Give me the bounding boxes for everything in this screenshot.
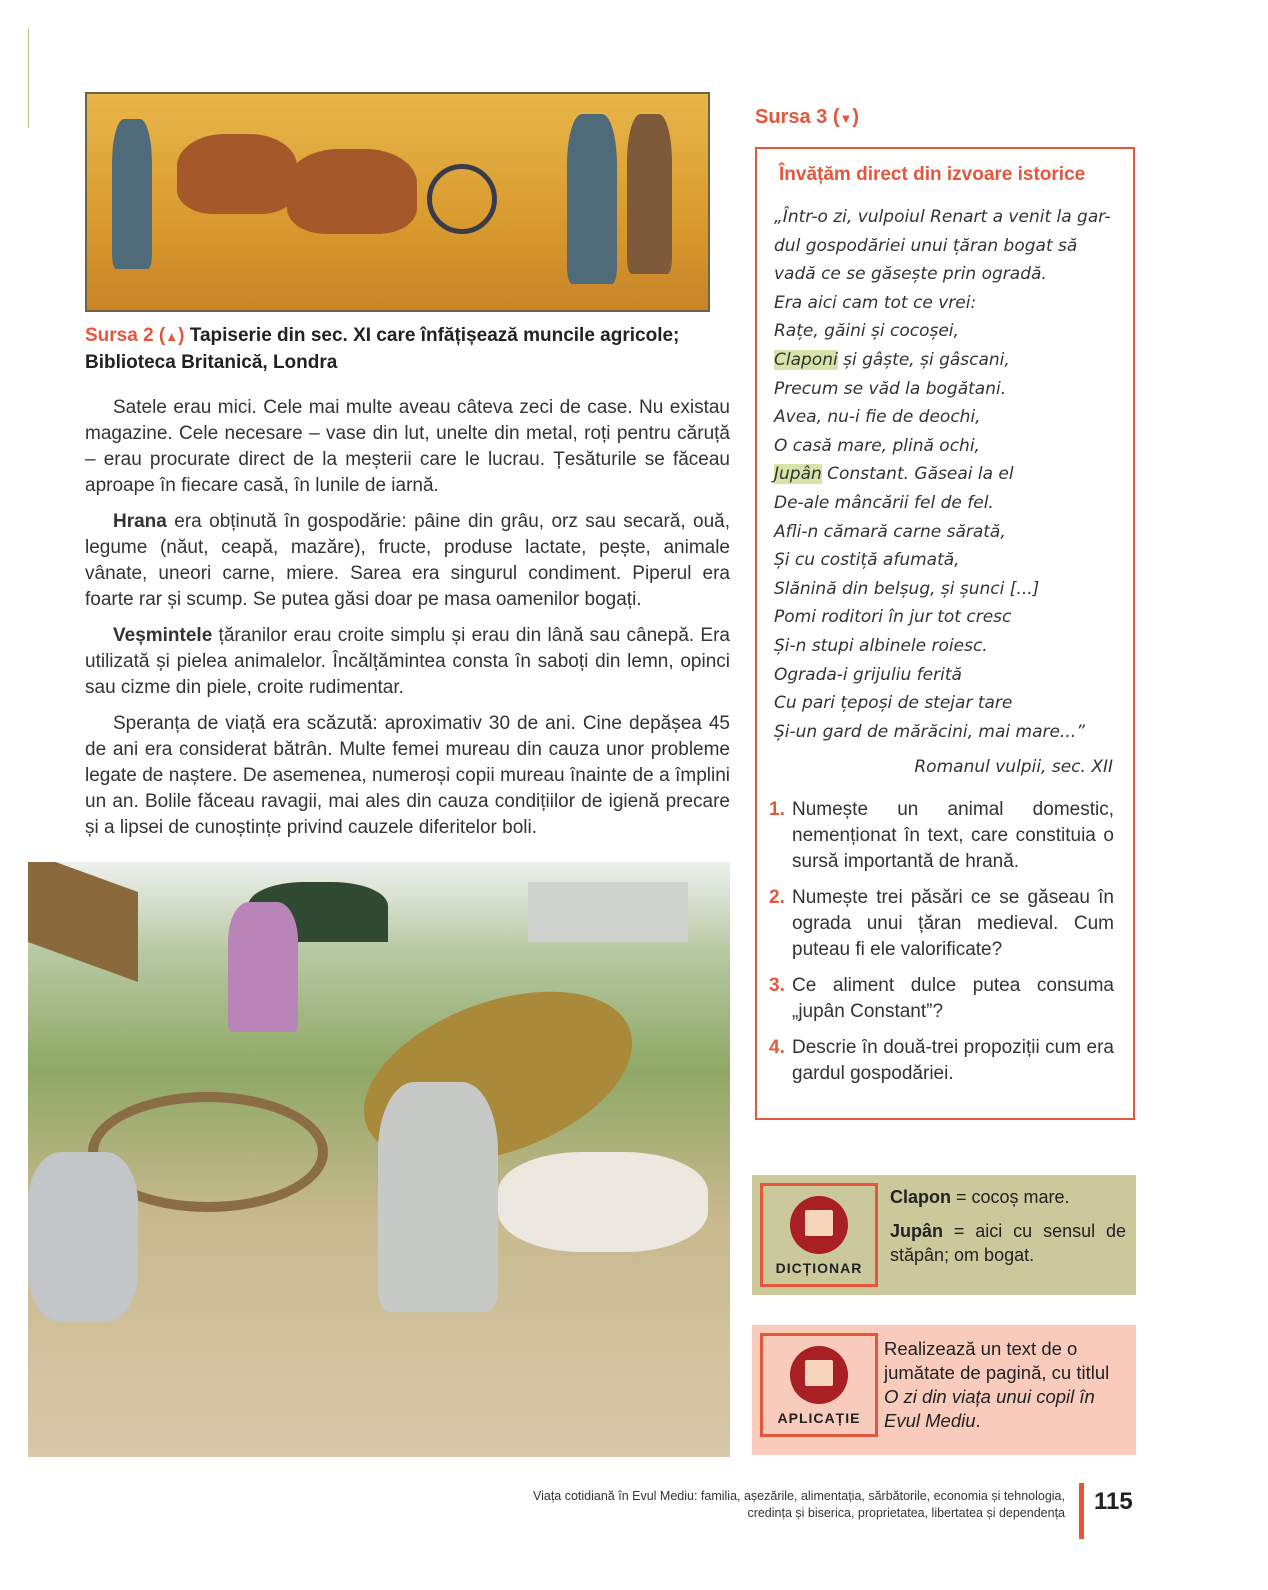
application-box (752, 1325, 1136, 1455)
poem-line: Ograda-i grijuliu ferită (774, 664, 962, 685)
dictionary-badge (760, 1183, 878, 1287)
source2-label: Sursa 2 ( (85, 325, 166, 346)
highlighted-term: Claponi (774, 349, 838, 370)
poem-attribution: Romanul vulpii, sec. XII (914, 757, 1113, 777)
question-item: 1. Numește un animal domestic, nemenționat în text, care constituia o sursă importantă de hrană. (769, 799, 1114, 872)
questions-list (769, 797, 1114, 1097)
source2-label-end: ) (178, 325, 185, 346)
poem-line: De-ale mâncării fel de fel. (774, 492, 994, 513)
paragraph: Hrana era obținută în gospodărie: pâine din grâu, orz sau secară, ouă, legume (năut, ceapă, mazăre), fructe, produse lactate, pește, animale vânate, uneori carne, miere. Sarea era singurul condiment. Piperul era foarte rar și scump. Se putea găsi doar pe masa oamenilor bogați. (85, 511, 730, 610)
pencil-note-icon (790, 1346, 848, 1404)
poem-line: O casă mare, plină ochi, (774, 435, 980, 456)
application-label: APLICAȚIE (777, 1410, 861, 1426)
footer-chapter-title: Viața cotidiană în Evul Mediu: familia, așezările, alimentația, sărbătorile, economia și tehnologia, credința și biserica, proprietatea, libertatea și dependența (532, 1489, 1065, 1520)
question-item: 2. Numește trei păsări ce se găseau în ograda unui țăran medieval. Cum puteau fi ele valorificate? (769, 887, 1114, 960)
question-item: 3. Ce aliment dulce putea consuma „jupân Constant”? (769, 975, 1114, 1022)
poem-line: Avea, nu-i fie de deochi, (774, 407, 981, 428)
poem-line: Cu pari țepoși de stejar tare (774, 693, 1013, 714)
poem-line: Precum se văd la bogătani. (774, 378, 1007, 399)
poem-line: Și-un gard de mărăcini, mai mare...” (774, 721, 1085, 742)
paragraph: Veșmintele țăranilor erau croite simplu și erau din lână sau cânepă. Era utilizată și pielea animalelor. Încălțămintea consta în saboți din lemn, opinci sau cizme din piele, croite rudimentar. (85, 625, 730, 698)
poem-line: Rațe, găini și cocoșei, (774, 321, 959, 342)
footer-divider (1079, 1483, 1084, 1539)
source3-box (755, 147, 1135, 1120)
paragraph: Satele erau mici. Cele mai multe aveau câteva zeci de case. Nu existau magazine. Cele necesare – vase din lut, unelte din metal, roți pentru căruță – erau procurate direct de la meșterii care le lucrau. Țesăturile se făceau aproape în fiecare casă, în lunile de iarnă. (85, 397, 730, 496)
source2-caption (85, 323, 725, 376)
highlighted-term: Jupân (774, 464, 822, 485)
source3-heading: Învățăm direct din izvoare istorice (779, 164, 1086, 185)
arrow-down-icon: ▼ (839, 111, 853, 126)
poem-line: Și cu costiță afumată, (774, 550, 960, 571)
paragraph: Speranța de viață era scăzută: aproximativ 30 de ani. Cine depășea 45 de ani era considerat bătrân. Multe femei mureau din cauza unor probleme legate de naștere. De asemenea, numeroși copii mureau înainte de a împlini un an. Bolile făceau ravagii, mai ales din cauza condițiilor de igienă precare și a lipsei de cunoștințe privind cauzele diferitelor boli. (85, 713, 730, 838)
poem-line: Afli-n cămară carne sărată, (774, 521, 1006, 542)
question-item: 4. Descrie în două-trei propoziții cum era gardul gospodăriei. (769, 1037, 1114, 1084)
arrow-up-icon: ▲ (165, 329, 179, 344)
poem-line: Jupân Constant. Găseai la el (774, 464, 1014, 485)
dictionary-entries (890, 1185, 1126, 1277)
poem-line: Pomi roditori în jur tot cresc (774, 607, 1012, 628)
dictionary-label: DICȚIONAR (775, 1260, 863, 1276)
application-badge (760, 1333, 878, 1437)
book-icon (790, 1196, 848, 1254)
poem (774, 203, 1110, 746)
page-number: 115 (1094, 1488, 1133, 1515)
dictionary-box (752, 1175, 1136, 1295)
poem-line: vadă ce se găsește prin ogradă. (774, 264, 1047, 285)
source3-label: Sursa 3 (▼) (755, 106, 860, 128)
poem-line: dul gospodăriei unui țăran bogat să (774, 235, 1078, 256)
margin-line (28, 28, 29, 128)
poem-line: Slănină din belșug, și șunci [...] (774, 578, 1040, 599)
tapestry-image (85, 92, 710, 312)
dictionary-entry: Jupân = aici cu sensul de stăpân; om bogat. (890, 1221, 1126, 1265)
poem-line: Și-n stupi albinele roiesc. (774, 635, 988, 656)
body-text (85, 395, 730, 851)
village-illustration (28, 862, 730, 1457)
poem-line: „Într-o zi, vulpoiul Renart a venit la gar- (774, 207, 1111, 227)
poem-line: Era aici cam tot ce vrei: (774, 292, 977, 313)
application-text: Realizează un text de o jumătate de pagină, cu titlul O zi din viața unui copil în Evul Mediu. (884, 1338, 1110, 1431)
poem-line: Claponi și gâște, și gâscani, (774, 349, 1010, 370)
caption-text: Tapiserie din sec. XI care înfățișează muncile agricole; Biblioteca Britanică, Londra (85, 325, 680, 373)
dictionary-entry: Clapon = cocoș mare. (890, 1187, 1070, 1207)
